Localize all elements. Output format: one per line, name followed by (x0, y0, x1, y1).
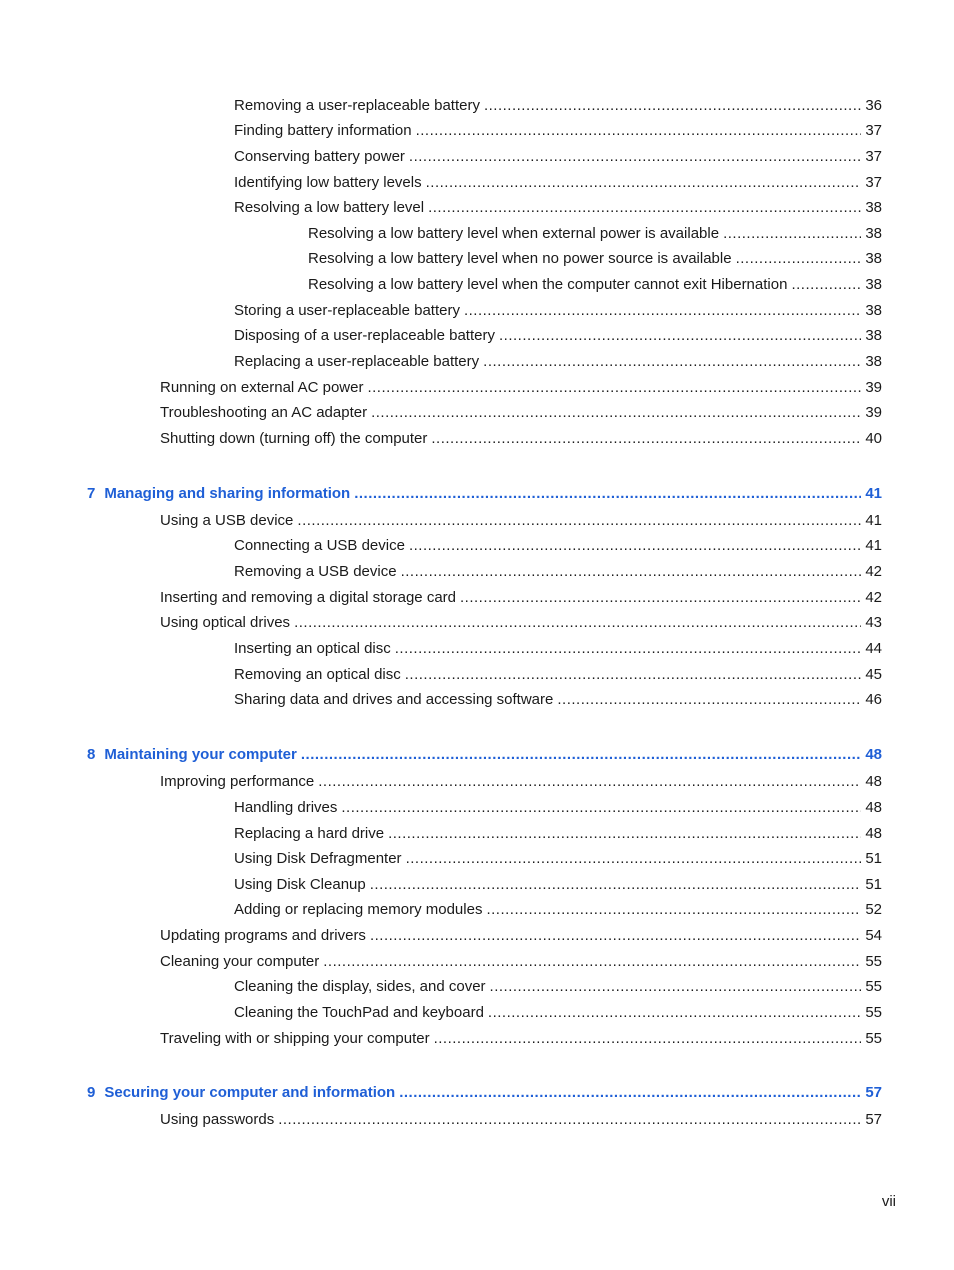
toc-entry[interactable] (234, 690, 882, 710)
toc-entry[interactable] (234, 875, 882, 895)
toc-entry-page: 46 (865, 691, 882, 708)
dot-leader (388, 824, 861, 844)
dot-leader (278, 1110, 861, 1130)
toc-entry-title: Securing your computer and information (104, 1084, 396, 1101)
toc-entry-title: Connecting a USB device (234, 537, 405, 554)
toc-entry-title: Resolving a low battery level when no power source is available (308, 250, 732, 267)
toc-entry[interactable] (234, 798, 882, 818)
toc-entry[interactable] (234, 562, 882, 582)
toc-entry-title: Updating programs and drivers (160, 927, 366, 944)
dot-leader (406, 849, 862, 869)
toc-entry-page: 38 (865, 250, 882, 267)
chapter-number: 9 (87, 1084, 96, 1101)
toc-entry-title: Resolving a low battery level when the computer cannot exit Hibernation (308, 276, 788, 293)
toc-chapter-entry[interactable] (87, 484, 882, 504)
toc-entry-page: 36 (865, 97, 882, 114)
dot-leader (416, 121, 862, 141)
dot-leader (405, 665, 862, 685)
dot-leader (557, 690, 861, 710)
toc-entry-title: Finding battery information (234, 122, 412, 139)
toc-entry-title: Using passwords (160, 1111, 275, 1128)
dot-leader (409, 147, 861, 167)
toc-entry-title: Shutting down (turning off) the computer (160, 430, 428, 447)
dot-leader (460, 588, 861, 608)
toc-entry[interactable] (160, 1110, 882, 1130)
toc-entry-title: Storing a user-replaceable battery (234, 302, 460, 319)
page-number: vii (881, 1193, 896, 1210)
toc-entry[interactable] (308, 249, 882, 269)
toc-entry-page: 55 (865, 978, 882, 995)
toc-entry-page: 48 (865, 746, 882, 763)
dot-leader (484, 96, 861, 116)
toc-entry[interactable] (234, 96, 882, 116)
toc-entry-title: Traveling with or shipping your computer (160, 1030, 430, 1047)
toc-entry[interactable] (160, 1029, 882, 1049)
dot-leader (486, 900, 861, 920)
toc-entry-page: 45 (865, 666, 882, 683)
toc-entry[interactable] (234, 536, 882, 556)
toc-entry-title: Conserving battery power (234, 148, 405, 165)
toc-entry-page: 48 (865, 825, 882, 842)
toc-entry-page: 48 (865, 773, 882, 790)
chapter-number: 7 (87, 485, 96, 502)
dot-leader (464, 301, 861, 321)
toc-entry[interactable] (160, 772, 882, 792)
dot-leader (409, 536, 861, 556)
dot-leader (434, 1029, 862, 1049)
dot-leader (354, 484, 861, 504)
toc-entry[interactable] (234, 121, 882, 141)
toc-entry-title: Maintaining your computer (104, 746, 297, 763)
toc-entry-title: Resolving a low battery level (234, 199, 425, 216)
toc-entry-page: 38 (865, 327, 882, 344)
toc-entry-page: 38 (865, 353, 882, 370)
toc-entry[interactable] (234, 147, 882, 167)
dot-leader (371, 403, 861, 423)
toc-entry[interactable] (234, 326, 882, 346)
toc-entry-page: 37 (865, 122, 882, 139)
toc-entry[interactable] (234, 1003, 882, 1023)
dot-leader (395, 639, 862, 659)
toc-entry-page: 39 (865, 379, 882, 396)
toc-entry-page: 37 (865, 174, 882, 191)
dot-leader (318, 772, 861, 792)
toc-entry[interactable] (234, 352, 882, 372)
toc-entry-page: 55 (865, 953, 882, 970)
toc-entry-page: 55 (865, 1030, 882, 1047)
toc-entry-title: Using a USB device (160, 512, 294, 529)
toc-entry-page: 57 (865, 1084, 882, 1101)
toc-entry[interactable] (160, 403, 882, 423)
toc-entry-page: 54 (865, 927, 882, 944)
dot-leader (483, 352, 861, 372)
dot-leader (723, 224, 861, 244)
toc-chapter-entry[interactable] (87, 745, 882, 765)
toc-entry[interactable] (234, 639, 882, 659)
dot-leader (367, 378, 861, 398)
dot-leader (370, 875, 862, 895)
toc-entry[interactable] (234, 849, 882, 869)
dot-leader (428, 198, 861, 218)
toc-entry-page: 38 (865, 302, 882, 319)
toc-entry-page: 51 (865, 876, 882, 893)
toc-entry-page: 37 (865, 148, 882, 165)
dot-leader (401, 562, 862, 582)
dot-leader (323, 952, 861, 972)
toc-entry-page: 38 (865, 199, 882, 216)
toc-entry-page: 55 (865, 1004, 882, 1021)
toc-entry-title: Resolving a low battery level when external power is available (308, 225, 720, 242)
toc-entry[interactable] (234, 824, 882, 844)
dot-leader (297, 511, 861, 531)
toc-entry-title: Identifying low battery levels (234, 174, 422, 191)
toc-entry-page: 41 (865, 537, 882, 554)
toc-entry-title: Inserting and removing a digital storage card (160, 589, 457, 606)
toc-entry-title: Using Disk Cleanup (234, 876, 366, 893)
toc-entry-page: 42 (865, 563, 882, 580)
toc-entry-page: 38 (865, 225, 882, 242)
toc-entry-title: Handling drives (234, 799, 338, 816)
toc-entry-page: 52 (865, 901, 882, 918)
toc-entry-title: Running on external AC power (160, 379, 364, 396)
toc-entry-title: Sharing data and drives and accessing software (234, 691, 554, 708)
toc-entry-page: 41 (865, 485, 882, 502)
dot-leader (294, 613, 861, 633)
toc-entry[interactable] (234, 977, 882, 997)
toc-entry-page: 57 (865, 1111, 882, 1128)
toc-entry-title: Managing and sharing information (104, 485, 351, 502)
dot-leader (341, 798, 861, 818)
toc-entry-title: Disposing of a user-replaceable battery (234, 327, 495, 344)
dot-leader (301, 745, 861, 765)
toc-entry-page: 42 (865, 589, 882, 606)
toc-entry[interactable] (160, 429, 882, 449)
toc-entry-title: Using optical drives (160, 614, 291, 631)
dot-leader (499, 326, 861, 346)
toc-chapter-entry[interactable] (87, 1083, 882, 1103)
toc-entry[interactable] (308, 224, 882, 244)
toc-entry-title: Cleaning your computer (160, 953, 320, 970)
dot-leader (399, 1083, 861, 1103)
toc-entry-page: 48 (865, 799, 882, 816)
toc-entry[interactable] (234, 301, 882, 321)
chapter-number: 8 (87, 746, 96, 763)
dot-leader (426, 173, 862, 193)
toc-entry-page: 43 (865, 614, 882, 631)
toc-entry[interactable] (234, 198, 882, 218)
toc-entry-page: 38 (865, 276, 882, 293)
toc-entry-title: Improving performance (160, 773, 315, 790)
dot-leader (488, 1003, 861, 1023)
toc-entry-title: Inserting an optical disc (234, 640, 391, 657)
toc-entry-title: Cleaning the TouchPad and keyboard (234, 1004, 484, 1021)
toc-entry[interactable] (234, 173, 882, 193)
toc-entry[interactable] (234, 900, 882, 920)
toc-entry-title: Adding or replacing memory modules (234, 901, 483, 918)
toc-entry[interactable] (160, 926, 882, 946)
toc-entry-title: Replacing a hard drive (234, 825, 385, 842)
dot-leader (736, 249, 862, 269)
toc-entry[interactable] (160, 511, 882, 531)
toc-entry-page: 44 (865, 640, 882, 657)
toc-entry-title: Using Disk Defragmenter (234, 850, 402, 867)
toc-entry-title: Cleaning the display, sides, and cover (234, 978, 486, 995)
toc-entry-title: Troubleshooting an AC adapter (160, 404, 368, 421)
toc-entry-page: 39 (865, 404, 882, 421)
toc-entry[interactable] (160, 588, 882, 608)
toc-entry-page: 40 (865, 430, 882, 447)
dot-leader (490, 977, 862, 997)
toc-entry[interactable] (160, 952, 882, 972)
toc-entry-title: Removing a user-replaceable battery (234, 97, 480, 114)
dot-leader (370, 926, 861, 946)
toc-entry[interactable] (160, 378, 882, 398)
toc-entry-page: 41 (865, 512, 882, 529)
toc-entry[interactable] (234, 665, 882, 685)
toc-entry-title: Removing a USB device (234, 563, 397, 580)
dot-leader (431, 429, 861, 449)
toc-entry[interactable] (308, 275, 882, 295)
toc-entry[interactable] (160, 613, 882, 633)
dot-leader (791, 275, 861, 295)
toc-entry-page: 51 (865, 850, 882, 867)
toc-entry-title: Replacing a user-replaceable battery (234, 353, 480, 370)
toc-entry-title: Removing an optical disc (234, 666, 401, 683)
